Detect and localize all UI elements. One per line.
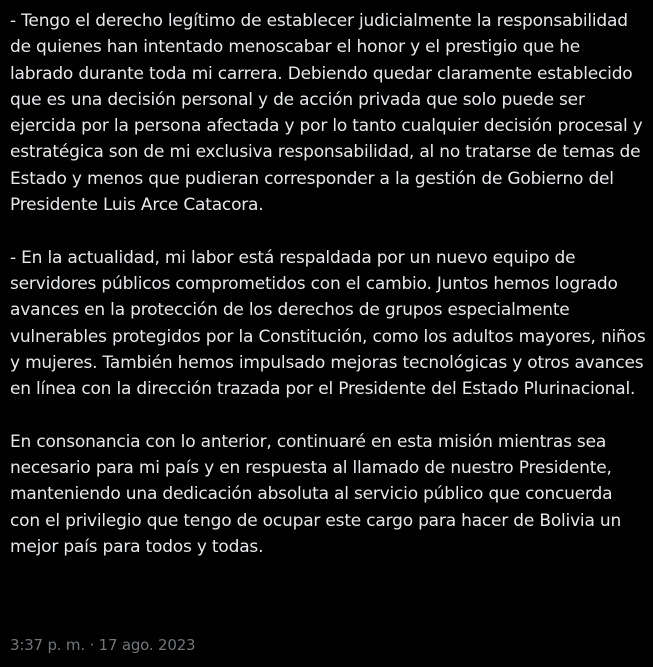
tweet-timestamp-time[interactable]: 3:37 p. m. (10, 636, 85, 654)
tweet-paragraph-3: En consonancia con lo anterior, continuaré en esta misión mientras sea necesario para mi país y en respuesta al llamado de nuestro Presidente, manteniendo una dedicación absoluta al servicio público que concuerda con el privilegio que tengo de ocupar este cargo para hacer de Bolivia un mejor país para todos y todas. (10, 431, 622, 557)
meta-separator: · (84, 636, 99, 654)
tweet-metadata (10, 634, 195, 656)
tweet-paragraph-2: - En la actualidad, mi labor está respaldada por un nuevo equipo de servidores públicos comprometidos con el cambio. Juntos hemos logrado avances en la protección de los derechos de grupos especialmente vulnerables protegidos por la Constitución, como los adultos mayores, niños y mujeres. También hemos impulsado mejoras tecnológicas y otros avances en línea con la dirección trazada por el Presidente del Estado Plurinacional. (10, 247, 646, 400)
tweet-paragraph-1: - Tengo el derecho legítimo de establecer judicialmente la responsabilidad de quienes han intentado menoscabar el honor y el prestigio que he labrado durante toda mi carrera. Debiendo quedar claramente establecido que es una decisión personal y de acción privada que solo puede ser ejercida por la persona afectada y por lo tanto cualquier decisión procesal y estratégica son de mi exclusiva responsabilidad, al no tratarse de temas de Estado y menos que pudieran corresponder a la gestión de Gobierno del Presidente Luis Arce Catacora. (10, 11, 643, 216)
tweet-timestamp-date[interactable]: 17 ago. 2023 (98, 636, 196, 654)
tweet-text (10, 8, 646, 560)
